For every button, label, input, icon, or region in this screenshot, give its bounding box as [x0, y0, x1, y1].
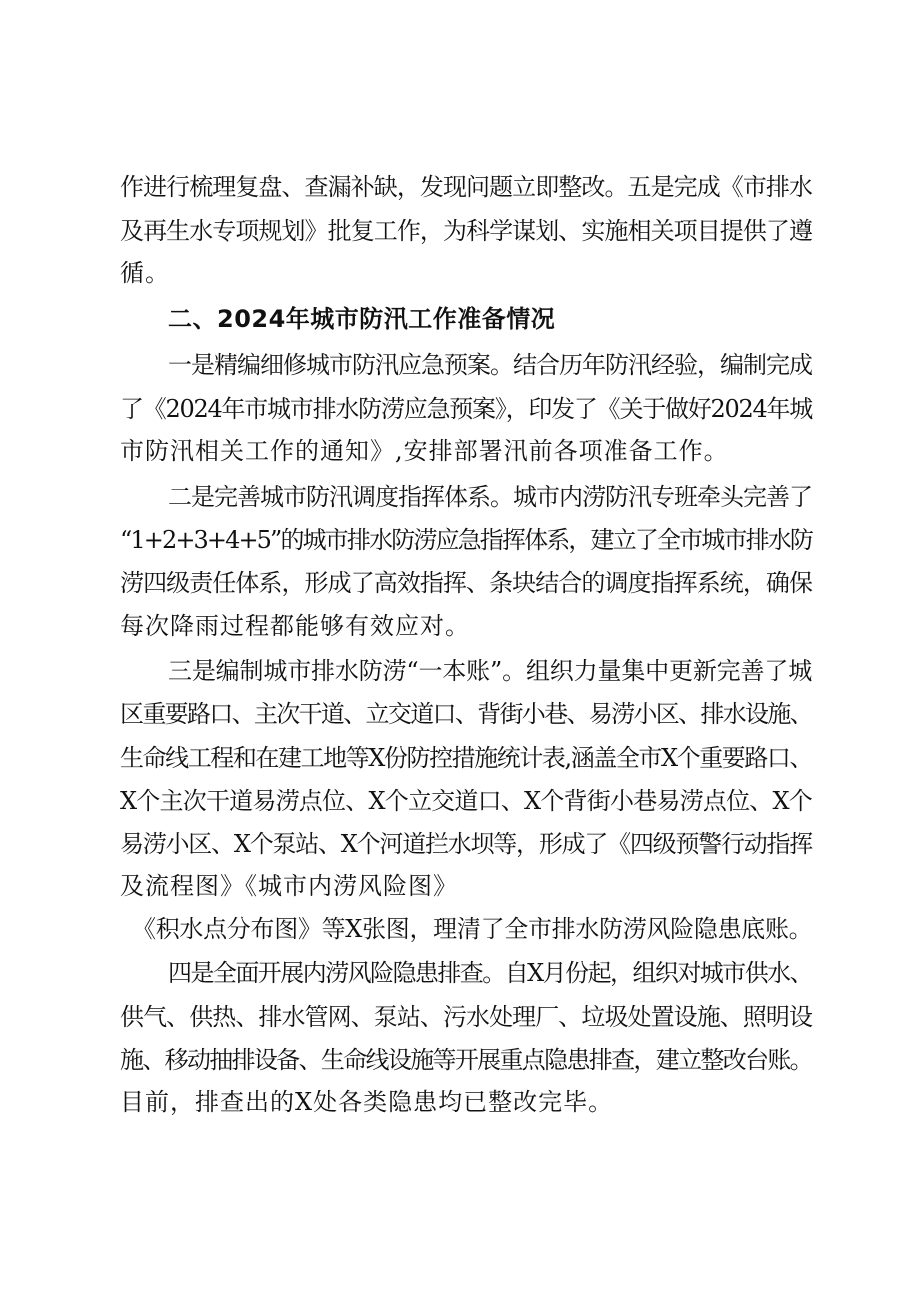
paragraph-3-line-3: 生命线工程和在建工地等X份防控措施统计表,涵盖全市X个重要路口、 — [120, 744, 812, 772]
paragraph-1-line-2: 了《2024年市城市排水防涝应急预案》，印发了《关于做好2024年城 — [120, 395, 812, 423]
paragraph-3-line-5: 易涝小区、X个泵站、X个河道拦水坝等，形成了《四级预警行动指挥 — [120, 830, 812, 858]
paragraph-2-line-2: “1+2+3+4+5”的城市排水防涝应急指挥体系，建立了全市城市排水防 — [120, 526, 812, 554]
paragraph-4-line-2: 供气、供热、排水管网、泵站、污水处理厂、垃圾处置设施、照明设 — [120, 1003, 812, 1031]
paragraph-3-line-4: X个主次干道易涝点位、X个立交道口、X个背街小巷易涝点位、X个 — [120, 787, 812, 815]
section-heading: 二、2024年城市防汛工作准备情况 — [168, 305, 556, 333]
paragraph-4-line-3: 施、移动抽排设备、生命线设施等开展重点隐患排查，建立整改台账。 — [120, 1046, 812, 1074]
paragraph-3-line-7: 《积水点分布图》等X张图，理清了全市排水防涝风险隐患底账。 — [132, 915, 813, 943]
paragraph-prev-line-3: 循。 — [120, 259, 170, 287]
paragraph-4-line-1: 四是全面开展内涝风险隐患排查。自X月份起，组织对城市供水、 — [168, 959, 812, 987]
paragraph-2-line-1: 二是完善城市防汛调度指挥体系。城市内涝防汛专班牵头完善了 — [168, 483, 812, 511]
paragraph-prev-line-2: 及再生水专项规划》批复工作，为科学谋划、实施相关项目提供了遵 — [120, 217, 812, 245]
paragraph-2-line-4: 每次降雨过程都能够有效应对。 — [120, 612, 470, 640]
paragraph-2-line-3: 涝四级责任体系，形成了高效指挥、条块结合的调度指挥系统，确保 — [120, 569, 812, 597]
paragraph-1-line-1: 一是精编细修城市防汛应急预案。结合历年防汛经验，编制完成 — [168, 351, 812, 379]
paragraph-3-line-2: 区重要路口、主次干道、立交道口、背街小巷、易涝小区、排水设施、 — [120, 700, 812, 728]
paragraph-1-line-3: 市防汛相关工作的通知》,安排部署汛前各项准备工作。 — [120, 437, 729, 465]
paragraph-3-line-1: 三是编制城市排水防涝“一本账”。组织力量集中更新完善了城 — [168, 657, 812, 685]
paragraph-3-line-6: 及流程图》《城市内涝风险图》 — [120, 872, 458, 900]
paragraph-prev-line-1: 作进行梳理复盘、查漏补缺，发现问题立即整改。五是完成《市排水 — [120, 173, 812, 201]
paragraph-4-line-4: 目前，排查出的X处各类隐患均已整改完毕。 — [120, 1088, 614, 1116]
